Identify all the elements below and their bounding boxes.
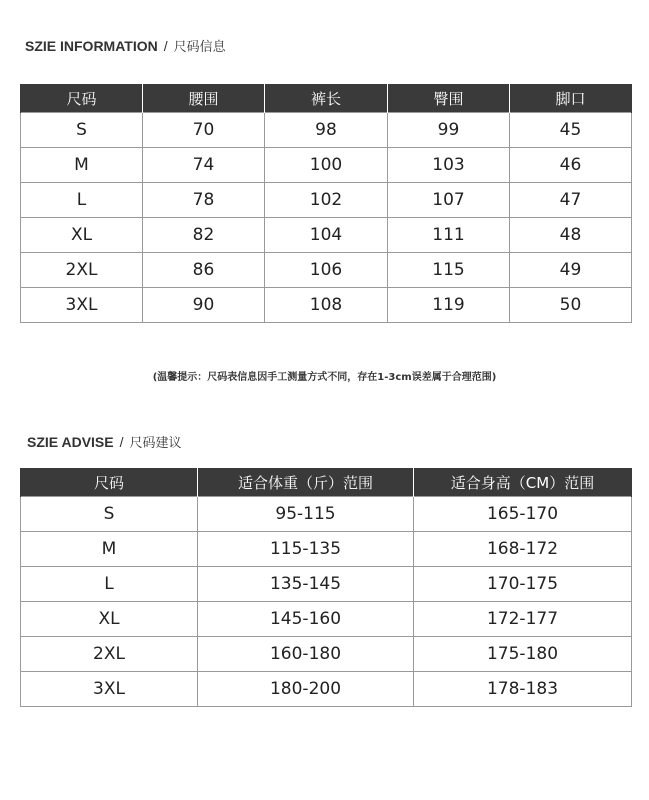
table-cell: 48	[510, 218, 632, 253]
table-cell: L	[21, 567, 198, 602]
size-info-heading	[25, 36, 226, 55]
column-header-size: 尺码	[21, 468, 198, 497]
column-header-length: 裤长	[265, 84, 388, 113]
table-cell: 47	[510, 183, 632, 218]
table-cell: 86	[143, 253, 265, 288]
table-cell: 3XL	[21, 288, 143, 323]
table-cell: 74	[143, 148, 265, 183]
table-cell: 70	[143, 113, 265, 148]
table-cell: 104	[265, 218, 388, 253]
size-info-header-row	[21, 84, 632, 113]
table-cell: M	[21, 532, 198, 567]
table-cell: 82	[143, 218, 265, 253]
table-cell: 98	[265, 113, 388, 148]
size-advise-table	[20, 468, 632, 707]
table-row	[21, 602, 632, 637]
size-info-table	[20, 84, 632, 323]
table-cell: S	[21, 497, 198, 532]
table-row	[21, 672, 632, 707]
table-row	[21, 148, 632, 183]
table-cell: 46	[510, 148, 632, 183]
table-cell: 145-160	[198, 602, 414, 637]
table-cell: 103	[388, 148, 510, 183]
column-header-leg-opening: 脚口	[510, 84, 632, 113]
table-cell: 168-172	[414, 532, 632, 567]
table-cell: 135-145	[198, 567, 414, 602]
table-cell: 107	[388, 183, 510, 218]
table-cell: 172-177	[414, 602, 632, 637]
table-cell: XL	[21, 218, 143, 253]
table-cell: 78	[143, 183, 265, 218]
table-cell: L	[21, 183, 143, 218]
table-row	[21, 183, 632, 218]
size-advise-heading	[27, 432, 182, 451]
table-cell: 2XL	[21, 637, 198, 672]
size-advise-separator: /	[119, 434, 124, 450]
table-cell: 106	[265, 253, 388, 288]
table-cell: 95-115	[198, 497, 414, 532]
table-row	[21, 637, 632, 672]
table-cell: S	[21, 113, 143, 148]
table-cell: 180-200	[198, 672, 414, 707]
table-row	[21, 567, 632, 602]
table-cell: 99	[388, 113, 510, 148]
table-cell: 45	[510, 113, 632, 148]
table-cell: 49	[510, 253, 632, 288]
table-cell: 111	[388, 218, 510, 253]
table-cell: 115-135	[198, 532, 414, 567]
size-advise-title-zh: 尺码建议	[129, 436, 182, 451]
table-cell: 108	[265, 288, 388, 323]
table-cell: 90	[143, 288, 265, 323]
size-info-separator: /	[163, 38, 168, 54]
measurement-note: (温馨提示：尺码表信息因手工测量方式不同，存在1-3cm误差属于合理范围)	[152, 372, 497, 383]
table-cell: 115	[388, 253, 510, 288]
table-cell: 100	[265, 148, 388, 183]
column-header-height-range: 适合身高（CM）范围	[414, 468, 632, 497]
size-advise-header-row	[21, 468, 632, 497]
table-cell: 170-175	[414, 567, 632, 602]
table-row	[21, 218, 632, 253]
table-row	[21, 497, 632, 532]
size-info-title-zh: 尺码信息	[173, 40, 226, 55]
table-cell: 165-170	[414, 497, 632, 532]
table-cell: XL	[21, 602, 198, 637]
table-row	[21, 113, 632, 148]
table-row	[21, 532, 632, 567]
table-row	[21, 253, 632, 288]
table-cell: 3XL	[21, 672, 198, 707]
column-header-size: 尺码	[21, 84, 143, 113]
table-cell: M	[21, 148, 143, 183]
table-cell: 175-180	[414, 637, 632, 672]
table-row	[21, 288, 632, 323]
table-cell: 102	[265, 183, 388, 218]
table-cell: 50	[510, 288, 632, 323]
table-cell: 178-183	[414, 672, 632, 707]
size-info-title-en: SZIE INFORMATION	[25, 38, 158, 54]
table-cell: 119	[388, 288, 510, 323]
column-header-weight-range: 适合体重（斤）范围	[198, 468, 414, 497]
column-header-waist: 腰围	[143, 84, 265, 113]
size-advise-title-en: SZIE ADVISE	[27, 434, 114, 450]
table-cell: 160-180	[198, 637, 414, 672]
table-cell: 2XL	[21, 253, 143, 288]
column-header-hip: 臀围	[388, 84, 510, 113]
